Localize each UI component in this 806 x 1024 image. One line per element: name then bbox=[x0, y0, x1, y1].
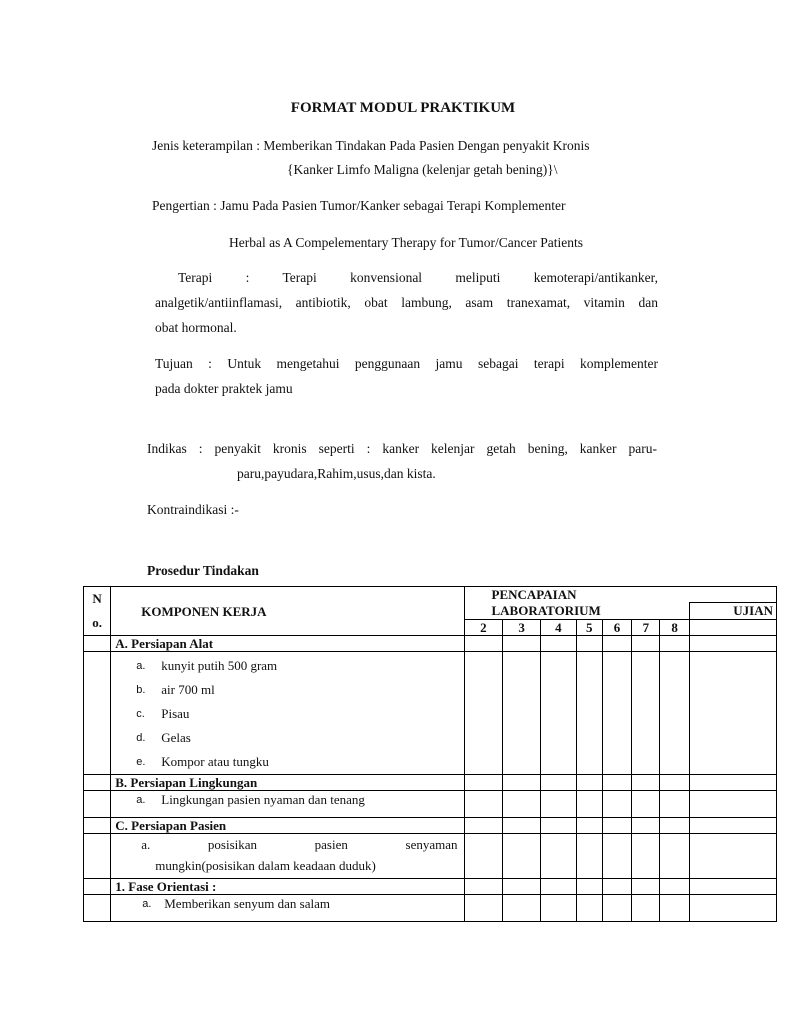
pengertian-line1: Pengertian : Jamu Pada Pasien Tumor/Kanker sebagai Terapi Komplementer bbox=[152, 198, 566, 213]
tujuan-line1: Tujuan : Untuk mengetahui penggunaan jamu sebagai terapi komplementer bbox=[155, 356, 658, 371]
header-komponen: KOMPONEN KERJA bbox=[111, 587, 464, 636]
header-col-7: 7 bbox=[632, 619, 660, 635]
jenis-line2: {Kanker Limfo Maligna (kelenjar getah bening)}\ bbox=[287, 162, 558, 177]
section-row bbox=[84, 775, 777, 791]
section-c-label: C. Persiapan Pasien bbox=[111, 818, 464, 834]
prosedur-title: Prosedur Tindakan bbox=[147, 563, 259, 578]
header-col-3: 3 bbox=[503, 619, 541, 635]
table-row bbox=[84, 791, 777, 818]
table-row bbox=[84, 834, 777, 879]
indikasi-line1: Indikas : penyakit kronis seperti : kanker kelenjar getah bening, kanker paru- bbox=[147, 441, 657, 456]
indikasi-line2: paru,payudara,Rahim,usus,dan kista. bbox=[237, 466, 436, 481]
list-item: a. Memberikan senyum dan salam bbox=[142, 896, 330, 911]
table-row bbox=[84, 895, 777, 922]
list-item: a. Lingkungan pasien nyaman dan tenang bbox=[136, 792, 365, 807]
header-col-2: 2 bbox=[464, 619, 503, 635]
header-col-6: 6 bbox=[602, 619, 631, 635]
section-1-label: 1. Fase Orientasi : bbox=[111, 879, 464, 895]
terapi-line2: analgetik/antiinflamasi, antibiotik, obat lambung, asam tranexamat, vitamin dan bbox=[155, 295, 658, 310]
list-item: b. air 700 ml bbox=[136, 682, 215, 697]
terapi-line3: obat hormonal. bbox=[155, 320, 237, 335]
list-item: e. Kompor atau tungku bbox=[136, 754, 269, 769]
section-row bbox=[84, 879, 777, 895]
section-row bbox=[84, 636, 777, 652]
section-row bbox=[84, 818, 777, 834]
header-col-8: 8 bbox=[660, 619, 689, 635]
section-b-label: B. Persiapan Lingkungan bbox=[111, 775, 464, 791]
terapi-line1: Terapi : Terapi konvensional meliputi kemoterapi/antikanker, bbox=[178, 270, 658, 285]
list-item: a. kunyit putih 500 gram bbox=[136, 658, 278, 673]
procedure-table bbox=[83, 586, 777, 922]
tujuan-line2: pada dokter praktek jamu bbox=[155, 381, 293, 396]
header-col-5: 5 bbox=[576, 619, 602, 635]
list-item: c. Pisau bbox=[136, 706, 190, 721]
header-laboratorium: LABORATORIUM bbox=[464, 603, 689, 619]
section-c-item-line1: a. posisikan pasien senyaman bbox=[141, 837, 458, 852]
section-a-items bbox=[114, 654, 460, 774]
kontraindikasi: Kontraindikasi :- bbox=[147, 502, 239, 517]
jenis-line1: Jenis keterampilan : Memberikan Tindakan Pada Pasien Dengan penyakit Kronis bbox=[152, 138, 590, 153]
document-title: FORMAT MODUL PRAKTIKUM bbox=[290, 100, 516, 116]
header-col-4: 4 bbox=[541, 619, 577, 635]
header-ujian: UJIAN bbox=[689, 603, 776, 619]
header-no: N o. bbox=[84, 587, 111, 636]
section-a-label: A. Persiapan Alat bbox=[111, 636, 464, 652]
header-col-ujian-blank bbox=[689, 619, 776, 635]
table-row bbox=[84, 652, 777, 775]
list-item: d. Gelas bbox=[136, 730, 191, 745]
header-row-1 bbox=[84, 587, 777, 603]
section-c-item-line2: mungkin(posisikan dalam keadaan duduk) bbox=[155, 858, 376, 873]
pengertian-line2: Herbal as A Compelementary Therapy for Tumor/Cancer Patients bbox=[229, 235, 584, 250]
header-pencapaian: PENCAPAIAN bbox=[464, 587, 777, 603]
